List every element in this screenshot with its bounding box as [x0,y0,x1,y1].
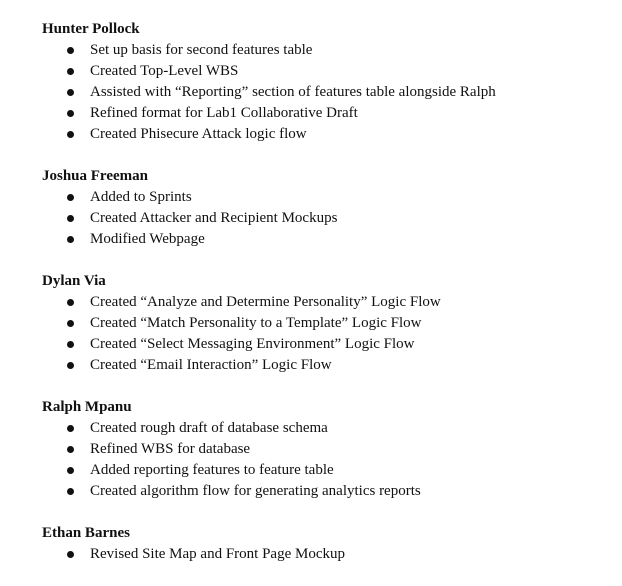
bullet-icon [67,215,74,222]
member-section [42,19,612,145]
bullet-icon [67,131,74,138]
task-item [42,229,612,250]
task-item [42,40,612,61]
task-item [42,187,612,208]
task-item [42,313,612,334]
bullet-icon [67,362,74,369]
task-text: Created “Match Personality to a Template” Logic Flow [90,315,422,331]
member-section [42,523,612,565]
member-section [42,397,612,502]
task-list [42,40,612,145]
task-item [42,208,612,229]
bullet-icon [67,47,74,54]
task-item [42,334,612,355]
task-text: Modified Webpage [90,231,205,247]
task-item [42,481,612,502]
task-item [42,103,612,124]
task-item [42,460,612,481]
member-section [42,271,612,376]
task-text: Created “Analyze and Determine Personality” Logic Flow [90,294,441,310]
task-item [42,544,612,565]
task-item [42,82,612,103]
member-name: Hunter Pollock [42,21,140,37]
member-section [42,166,612,250]
member-name: Ralph Mpanu [42,399,132,415]
task-text: Created Top-Level WBS [90,63,239,79]
task-text: Added to Sprints [90,189,192,205]
task-item [42,418,612,439]
task-item [42,439,612,460]
bullet-icon [67,299,74,306]
bullet-icon [67,236,74,243]
task-text: Created “Select Messaging Environment” Logic Flow [90,336,415,352]
bullet-icon [67,341,74,348]
task-text: Added reporting features to feature table [90,462,334,478]
task-text: Created algorithm flow for generating analytics reports [90,483,421,499]
bullet-icon [67,446,74,453]
member-name: Ethan Barnes [42,525,130,541]
task-item [42,355,612,376]
task-text: Refined WBS for database [90,441,251,457]
document-body [42,19,612,586]
task-text: Refined format for Lab1 Collaborative Draft [90,105,358,121]
task-text: Created rough draft of database schema [90,420,328,436]
bullet-icon [67,488,74,495]
member-name: Joshua Freeman [42,168,148,184]
task-text: Set up basis for second features table [90,42,313,58]
task-text: Assisted with “Reporting” section of features table alongside Ralph [90,84,496,100]
task-item [42,292,612,313]
bullet-icon [67,320,74,327]
task-item [42,124,612,145]
bullet-icon [67,467,74,474]
task-text: Created Attacker and Recipient Mockups [90,210,338,226]
member-name: Dylan Via [42,273,106,289]
task-list [42,418,612,502]
task-list [42,187,612,250]
bullet-icon [67,89,74,96]
bullet-icon [67,194,74,201]
bullet-icon [67,551,74,558]
task-list [42,544,612,565]
task-text: Revised Site Map and Front Page Mockup [90,546,345,562]
task-item [42,61,612,82]
bullet-icon [67,110,74,117]
bullet-icon [67,425,74,432]
bullet-icon [67,68,74,75]
task-list [42,292,612,376]
task-text: Created “Email Interaction” Logic Flow [90,357,332,373]
task-text: Created Phisecure Attack logic flow [90,126,307,142]
